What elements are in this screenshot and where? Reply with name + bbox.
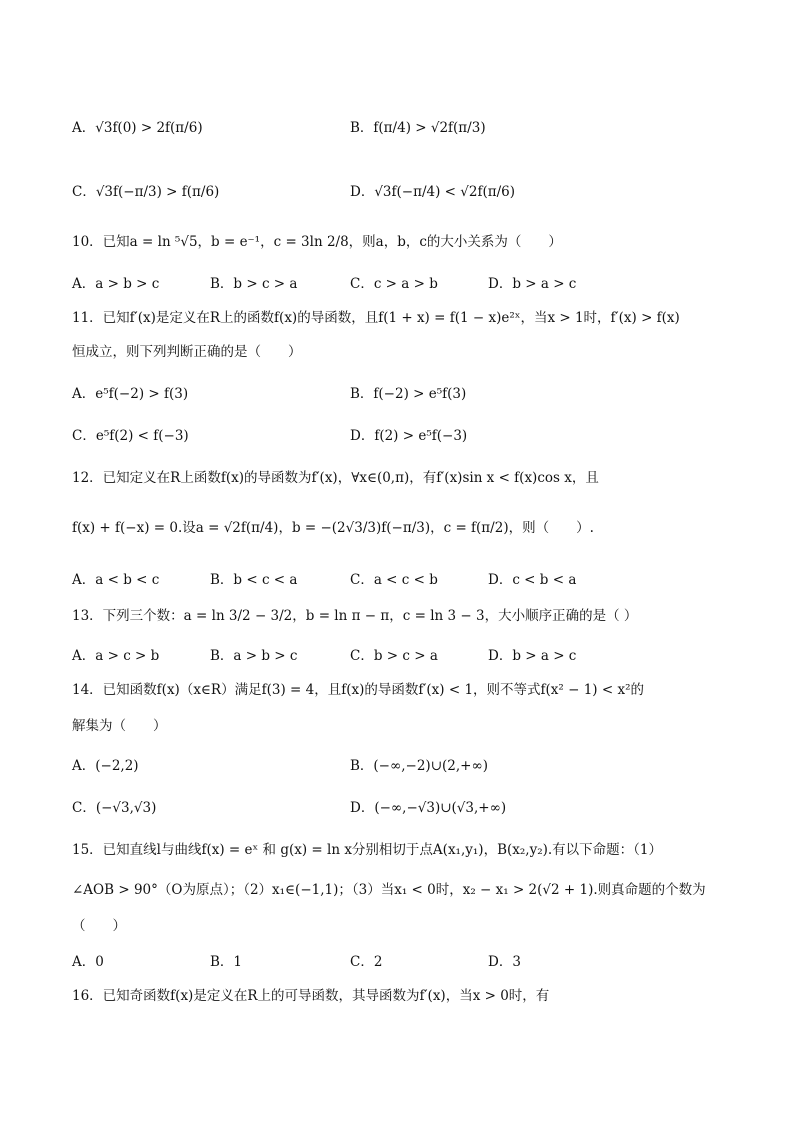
q13-option-d: D．b > a > c bbox=[488, 648, 577, 664]
q10-option-c: C．c > a > b bbox=[350, 276, 438, 292]
q11-option-b: B．f(−2) > e⁵f(3) bbox=[350, 386, 467, 402]
q10-option-d: D．b > a > c bbox=[488, 276, 577, 292]
q15-option-b: B．1 bbox=[210, 954, 243, 970]
q14-option-a: A．(−2,2) bbox=[72, 758, 139, 774]
q12-option-b: B．b < c < a bbox=[210, 572, 298, 588]
q14-stem-line1: 14．已知函数f(x)（x∈R）满足f(3) = 4，且f(x)的导函数f′(x) < 1，则不等式f(x² − 1) < x²的 bbox=[72, 682, 644, 698]
q15-option-c: C．2 bbox=[350, 954, 383, 970]
q15-stem-line2: ∠AOB > 90°（O为原点）；（2）x₁∈(−1,1)；（3）当x₁ < 0时，x₂ − x₁ > 2(√2 + 1).则真命题的个数为 bbox=[72, 882, 706, 898]
q11-option-d: D．f(2) > e⁵f(−3) bbox=[350, 428, 468, 444]
q12-stem-line2: f(x) + f(−x) = 0.设a = √2f(π/4)，b = −(2√3/3)f(−π/3)，c = f(π/2)，则（ ）. bbox=[72, 520, 594, 536]
q11-option-a: A．e⁵f(−2) > f(3) bbox=[72, 386, 189, 402]
q9-option-d: D．√3f(−π/4) < √2f(π/6) bbox=[350, 184, 515, 200]
q12-option-d: D．c < b < a bbox=[488, 572, 577, 588]
q11-option-c: C．e⁵f(2) < f(−3) bbox=[72, 428, 189, 444]
q13-stem: 13．下列三个数：a = ln 3/2 − 3/2，b = ln π − π，c = ln 3 − 3，大小顺序正确的是（ ） bbox=[72, 608, 638, 624]
q14-stem-line2: 解集为（ ） bbox=[72, 718, 167, 734]
q12-option-a: A．a < b < c bbox=[72, 572, 160, 588]
q16-stem: 16．已知奇函数f(x)是定义在R上的可导函数，其导函数为f′(x)，当x > 0时，有 bbox=[72, 988, 550, 1004]
q14-option-b: B．(−∞,−2)∪(2,+∞) bbox=[350, 758, 488, 774]
q10-stem: 10．已知a = ln ⁵√5，b = e⁻¹，c = 3ln 2/8，则a，b，c的大小关系为（ ） bbox=[72, 234, 562, 250]
q15-option-d: D．3 bbox=[488, 954, 521, 970]
q9-option-b: B．f(π/4) > √2f(π/3) bbox=[350, 120, 486, 136]
q9-option-a: A．√3f(0) > 2f(π/6) bbox=[72, 120, 203, 136]
q10-option-b: B．b > c > a bbox=[210, 276, 298, 292]
q15-stem-line1: 15．已知直线l与曲线f(x) = eˣ 和 g(x) = ln x分别相切于点A(x₁,y₁)，B(x₂,y₂).有以下命题：（1） bbox=[72, 842, 663, 858]
q13-option-a: A．a > c > b bbox=[72, 648, 160, 664]
q15-stem-line3: （ ） bbox=[72, 918, 126, 934]
q12-stem-line1: 12．已知定义在R上函数f(x)的导函数为f′(x)，∀x∈(0,π)，有f′(x)sin x < f(x)cos x，且 bbox=[72, 470, 599, 486]
q15-option-a: A．0 bbox=[72, 954, 104, 970]
q14-option-d: D．(−∞,−√3)∪(√3,+∞) bbox=[350, 800, 507, 816]
q12-option-c: C．a < c < b bbox=[350, 572, 438, 588]
q11-stem-line1: 11．已知f′(x)是定义在R上的函数f(x)的导函数，且f(1 + x) = f(1 − x)e²ˣ，当x > 1时，f′(x) > f(x) bbox=[72, 310, 680, 326]
q14-option-c: C．(−√3,√3) bbox=[72, 800, 157, 816]
q10-option-a: A．a > b > c bbox=[72, 276, 160, 292]
q11-stem-line2: 恒成立，则下列判断正确的是（ ） bbox=[72, 344, 302, 360]
q9-option-c: C．√3f(−π/3) > f(π/6) bbox=[72, 184, 220, 200]
q13-option-c: C．b > c > a bbox=[350, 648, 438, 664]
q13-option-b: B．a > b > c bbox=[210, 648, 298, 664]
